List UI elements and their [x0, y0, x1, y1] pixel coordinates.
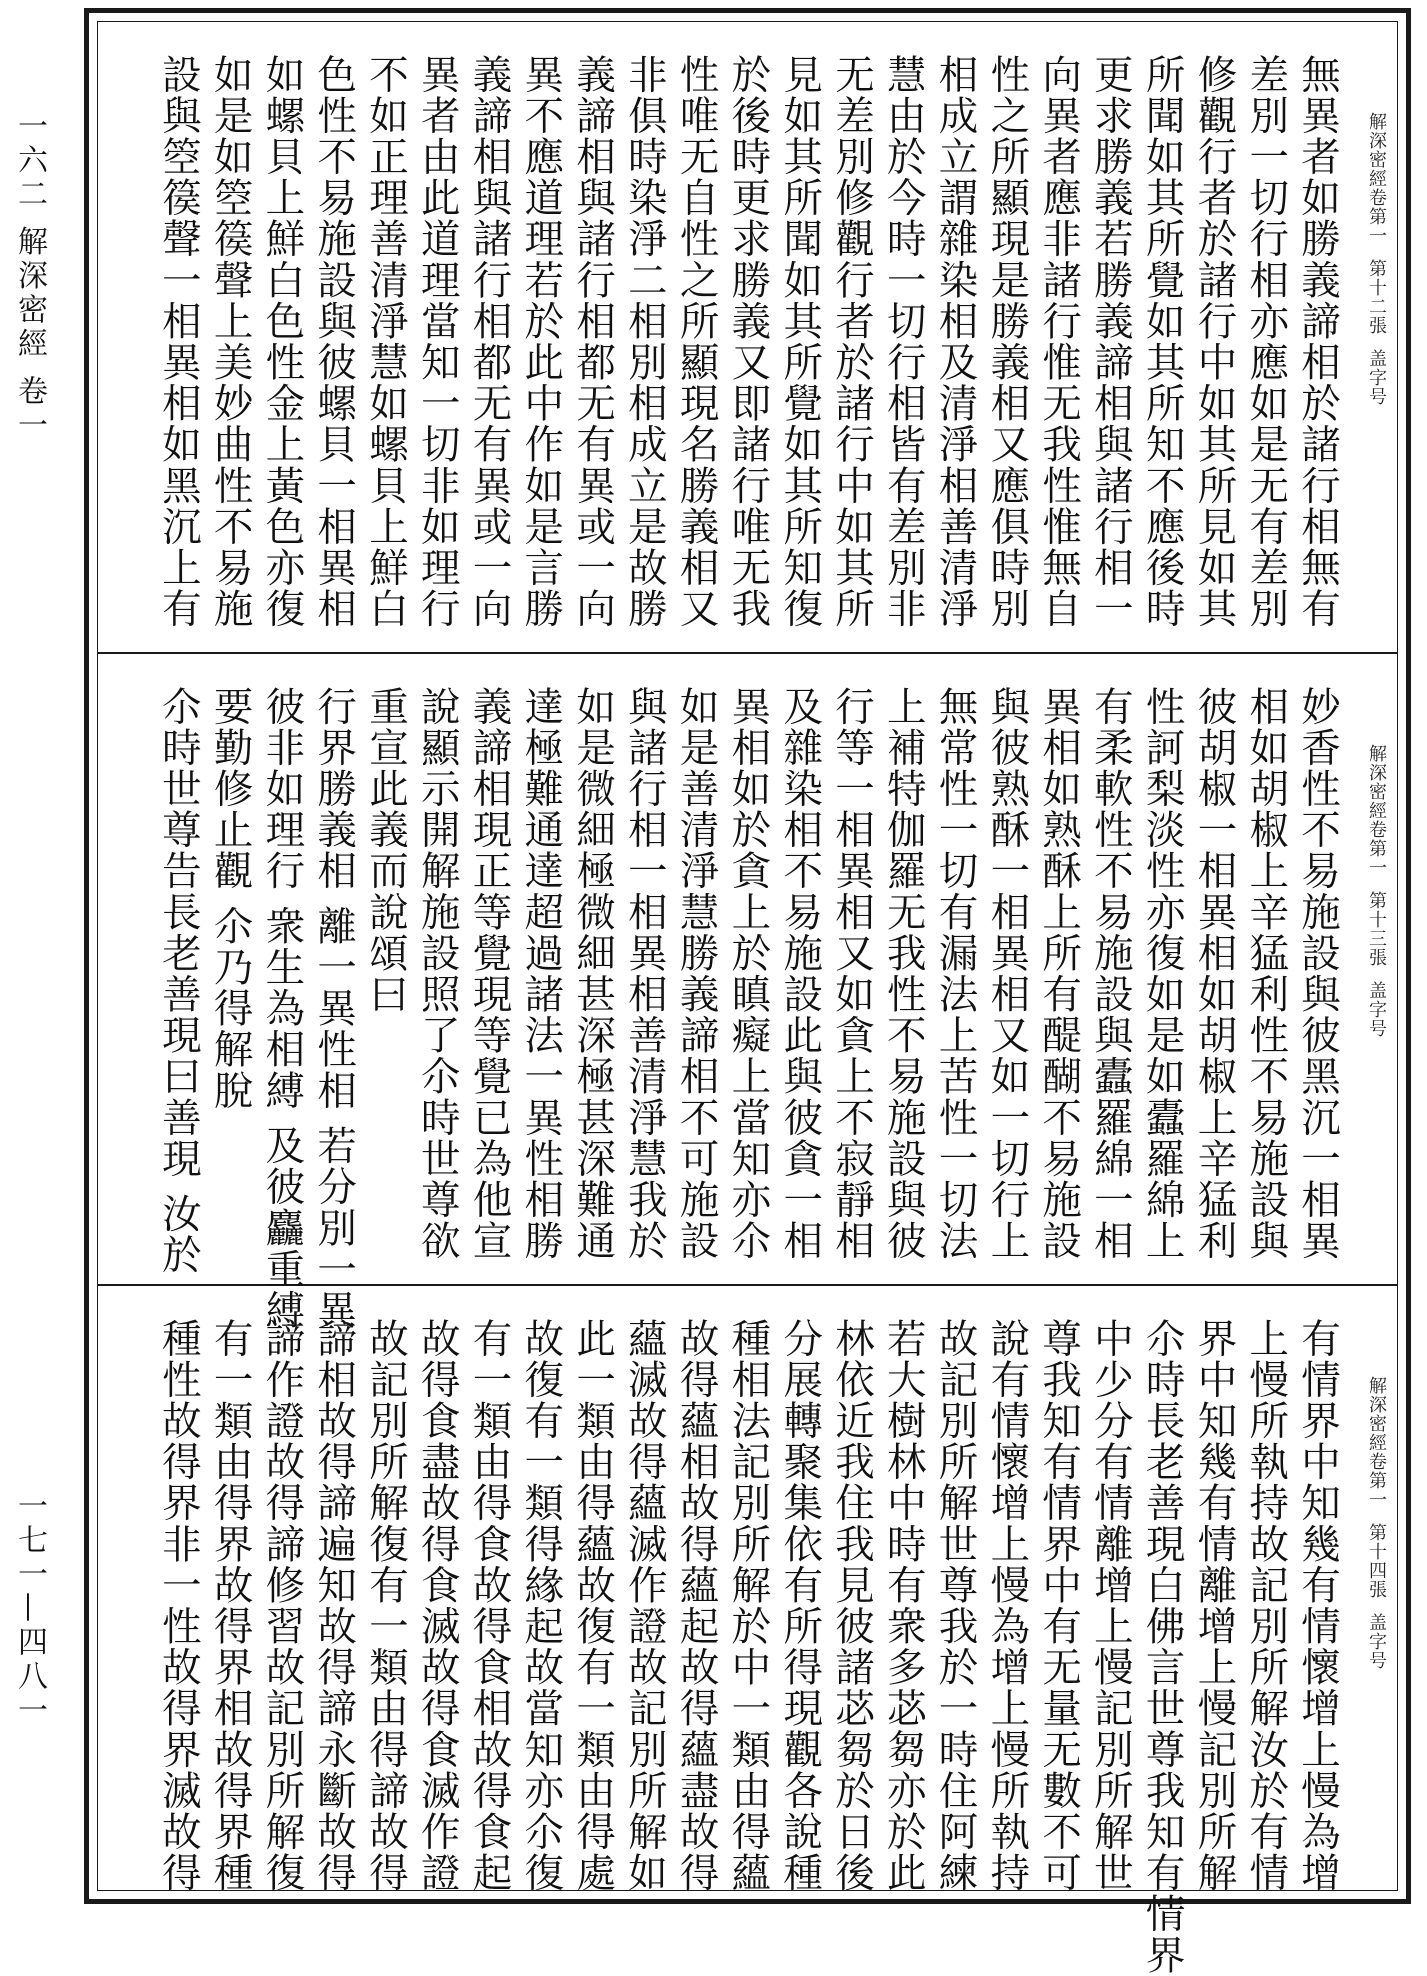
fold-label: [1367, 744, 1385, 1052]
margin-page-number: 一七一—四八一: [12, 1490, 47, 1728]
text-column: 故得食盡故得食滅故得食滅作證: [414, 1318, 461, 1894]
text-column: 要勤修止觀 尒乃得解脫: [207, 686, 254, 1112]
text-column: 彼胡椒一相異相如胡椒上辛猛利: [1191, 686, 1238, 1262]
text-column: 如是微細極微細甚深極甚深難通: [570, 686, 617, 1262]
text-column: 林依近我住我見彼諸苾芻於日後: [828, 1318, 875, 1894]
text-column: 與彼熟酥一相異相又如一切行上: [984, 686, 1031, 1262]
text-column: 說顯示開解施設照了尒時世尊欲: [414, 686, 461, 1262]
panel-middle: [98, 654, 1397, 1331]
text-column: 性唯无自性之所顯現名勝義相又: [673, 54, 720, 630]
fold-text: 解深密經卷第一: [1366, 1376, 1387, 1509]
text-column: 修觀行者於諸行中如其所見如其: [1191, 54, 1238, 630]
text-column: 无差別修觀行者於諸行中如其所: [828, 54, 875, 630]
text-column: 如是如箜篌聲上美妙曲性不易施: [207, 54, 254, 630]
text-column: 彼非如理行 衆生為相縛 及彼麤重縛: [259, 686, 306, 1331]
text-block: [155, 686, 1341, 1331]
fold-text: 解深密經卷第一: [1366, 744, 1387, 877]
text-column: 異不應道理若於此中作如是言勝: [518, 54, 565, 630]
text-column: 有柔軟性不易施設與蠹羅綿一相: [1087, 686, 1134, 1262]
text-column: 尊我知有情界中有无量无數不可: [1036, 1318, 1083, 1894]
text-column: 行等一相異相又如貪上不寂靜相: [828, 686, 875, 1262]
text-column: 重宣此義而說頌曰: [362, 686, 409, 1015]
text-column: 故復有一類得緣起故當知亦尒復: [518, 1318, 565, 1894]
text-column: 故記別所解復有一類由得諦故得: [362, 1318, 409, 1894]
text-column: 中少分有情離增上慢記別所解世: [1087, 1318, 1134, 1894]
text-column: 無常性一切有漏法上苦性一切法: [932, 686, 979, 1262]
text-column: 諦作證故得諦修習故記別所解復: [259, 1318, 306, 1894]
panel-bottom: [98, 1286, 1397, 1976]
text-column: 相如胡椒上辛猛利性不易施設與: [1243, 686, 1290, 1262]
panel-top: [98, 22, 1397, 654]
text-column: 故得蘊相故得蘊起故得蘊盡故得: [673, 1318, 720, 1894]
fold-text: 解深密經卷第一: [1366, 112, 1387, 245]
text-column: 見如其所聞如其所覺如其所知復: [777, 54, 824, 630]
fold-text: 第十四張: [1366, 1523, 1387, 1599]
fold-label: [1367, 1376, 1385, 1684]
text-column: 異相如於貪上於瞋癡上當知亦尒: [725, 686, 772, 1262]
fold-text: 盖字号: [1366, 1613, 1387, 1670]
text-column: 尒時長老善現白佛言世尊我知有情界: [1139, 1318, 1186, 1976]
text-column: 異相如熟酥上所有醍醐不易施設: [1036, 686, 1083, 1262]
text-column: 若大樹林中時有衆多苾芻亦於此: [880, 1318, 927, 1894]
text-column: 慧由於今時一切行相皆有差別非: [880, 54, 927, 630]
fold-text: 第十二張: [1366, 259, 1387, 335]
text-column: 有情界中知幾有情懷增上慢為增: [1295, 1318, 1341, 1894]
text-column: 義諦相現正等覺現等覺已為他宣: [466, 686, 513, 1262]
text-column: 上補特伽羅无我性不易施設與彼: [880, 686, 927, 1262]
text-column: 差別一切行相亦應如是无有差別: [1243, 54, 1290, 630]
text-column: 此一類由得蘊故復有一類由得處: [570, 1318, 617, 1894]
text-column: 達極難通達超過諸法一異性相勝: [518, 686, 565, 1262]
page-frame: [84, 8, 1411, 1976]
text-column: 異者由此道理當知一切非如理行: [414, 54, 461, 630]
text-column: 行界勝義相 離一異性相 若分別一異: [311, 686, 358, 1331]
text-column: 設與箜篌聲一相異相如黑沉上有: [155, 54, 202, 630]
text-column: 義諦相與諸行相都无有異或一向: [466, 54, 513, 630]
fold-text: 第十三張: [1366, 891, 1387, 967]
text-column: 非俱時染淨二相別相成立是故勝: [621, 54, 668, 630]
text-column: 種性故得界非一性故得界滅故得: [155, 1318, 202, 1894]
text-column: 無異者如勝義諦相於諸行相無有: [1295, 54, 1341, 630]
text-column: 性之所顯現是勝義相又應俱時別: [984, 54, 1031, 630]
text-column: 有一類由得界故得界相故得界種: [207, 1318, 254, 1894]
fold-text: 盖字号: [1366, 981, 1387, 1038]
fold-text: 盖字号: [1366, 349, 1387, 406]
text-column: 性訶梨淡性亦復如是如蠹羅綿上: [1139, 686, 1186, 1262]
text-column: 更求勝義若勝義諦相與諸行相一: [1087, 54, 1134, 630]
text-column: 妙香性不易施設與彼黑沉一相異: [1295, 686, 1341, 1262]
text-column: 諦相故得諦遍知故得諦永斷故得: [311, 1318, 358, 1894]
text-column: 蘊滅故得蘊滅作證故記別所解如: [621, 1318, 668, 1894]
text-column: 如是善清淨慧勝義諦相不可施設: [673, 686, 720, 1262]
text-block: [155, 54, 1341, 632]
text-column: 故記別所解世尊我於一時住阿練: [932, 1318, 979, 1894]
text-column: 於後時更求勝義又即諸行唯无我: [725, 54, 772, 630]
text-column: 尒時世尊告長老善現曰善現 汝於: [155, 686, 202, 1276]
text-column: 與諸行相一相異相善清淨慧我於: [621, 686, 668, 1262]
margin-title: 一六二 解深密經 卷一: [12, 110, 47, 444]
text-column: 及雜染相不易施設此與彼貪一相: [777, 686, 824, 1262]
text-column: 說有情懷增上慢為增上慢所執持: [984, 1318, 1031, 1894]
text-column: 義諦相與諸行相都无有異或一向: [570, 54, 617, 630]
text-column: 有一類由得食故得食相故得食起: [466, 1318, 513, 1894]
text-column: 色性不易施設與彼螺貝一相異相: [311, 54, 358, 630]
text-column: 種相法記別所解於中一類由得蘊: [725, 1318, 772, 1894]
text-column: 分展轉聚集依有所得現觀各說種: [777, 1318, 824, 1894]
fold-label: [1367, 112, 1385, 420]
text-column: 如螺貝上鮮白色性金上黃色亦復: [259, 54, 306, 630]
text-column: 相成立謂雜染相及清淨相善清淨: [932, 54, 979, 630]
inner-frame: [97, 21, 1398, 1976]
text-column: 不如正理善清淨慧如螺貝上鮮白: [362, 54, 409, 630]
text-block: [155, 1318, 1341, 1976]
text-column: 界中知幾有情離增上慢記別所解: [1191, 1318, 1238, 1894]
text-column: 向異者應非諸行惟无我性惟無自: [1036, 54, 1083, 630]
text-column: 所聞如其所覺如其所知不應後時: [1139, 54, 1186, 630]
text-column: 上慢所執持故記別所解汝於有情: [1243, 1318, 1290, 1894]
